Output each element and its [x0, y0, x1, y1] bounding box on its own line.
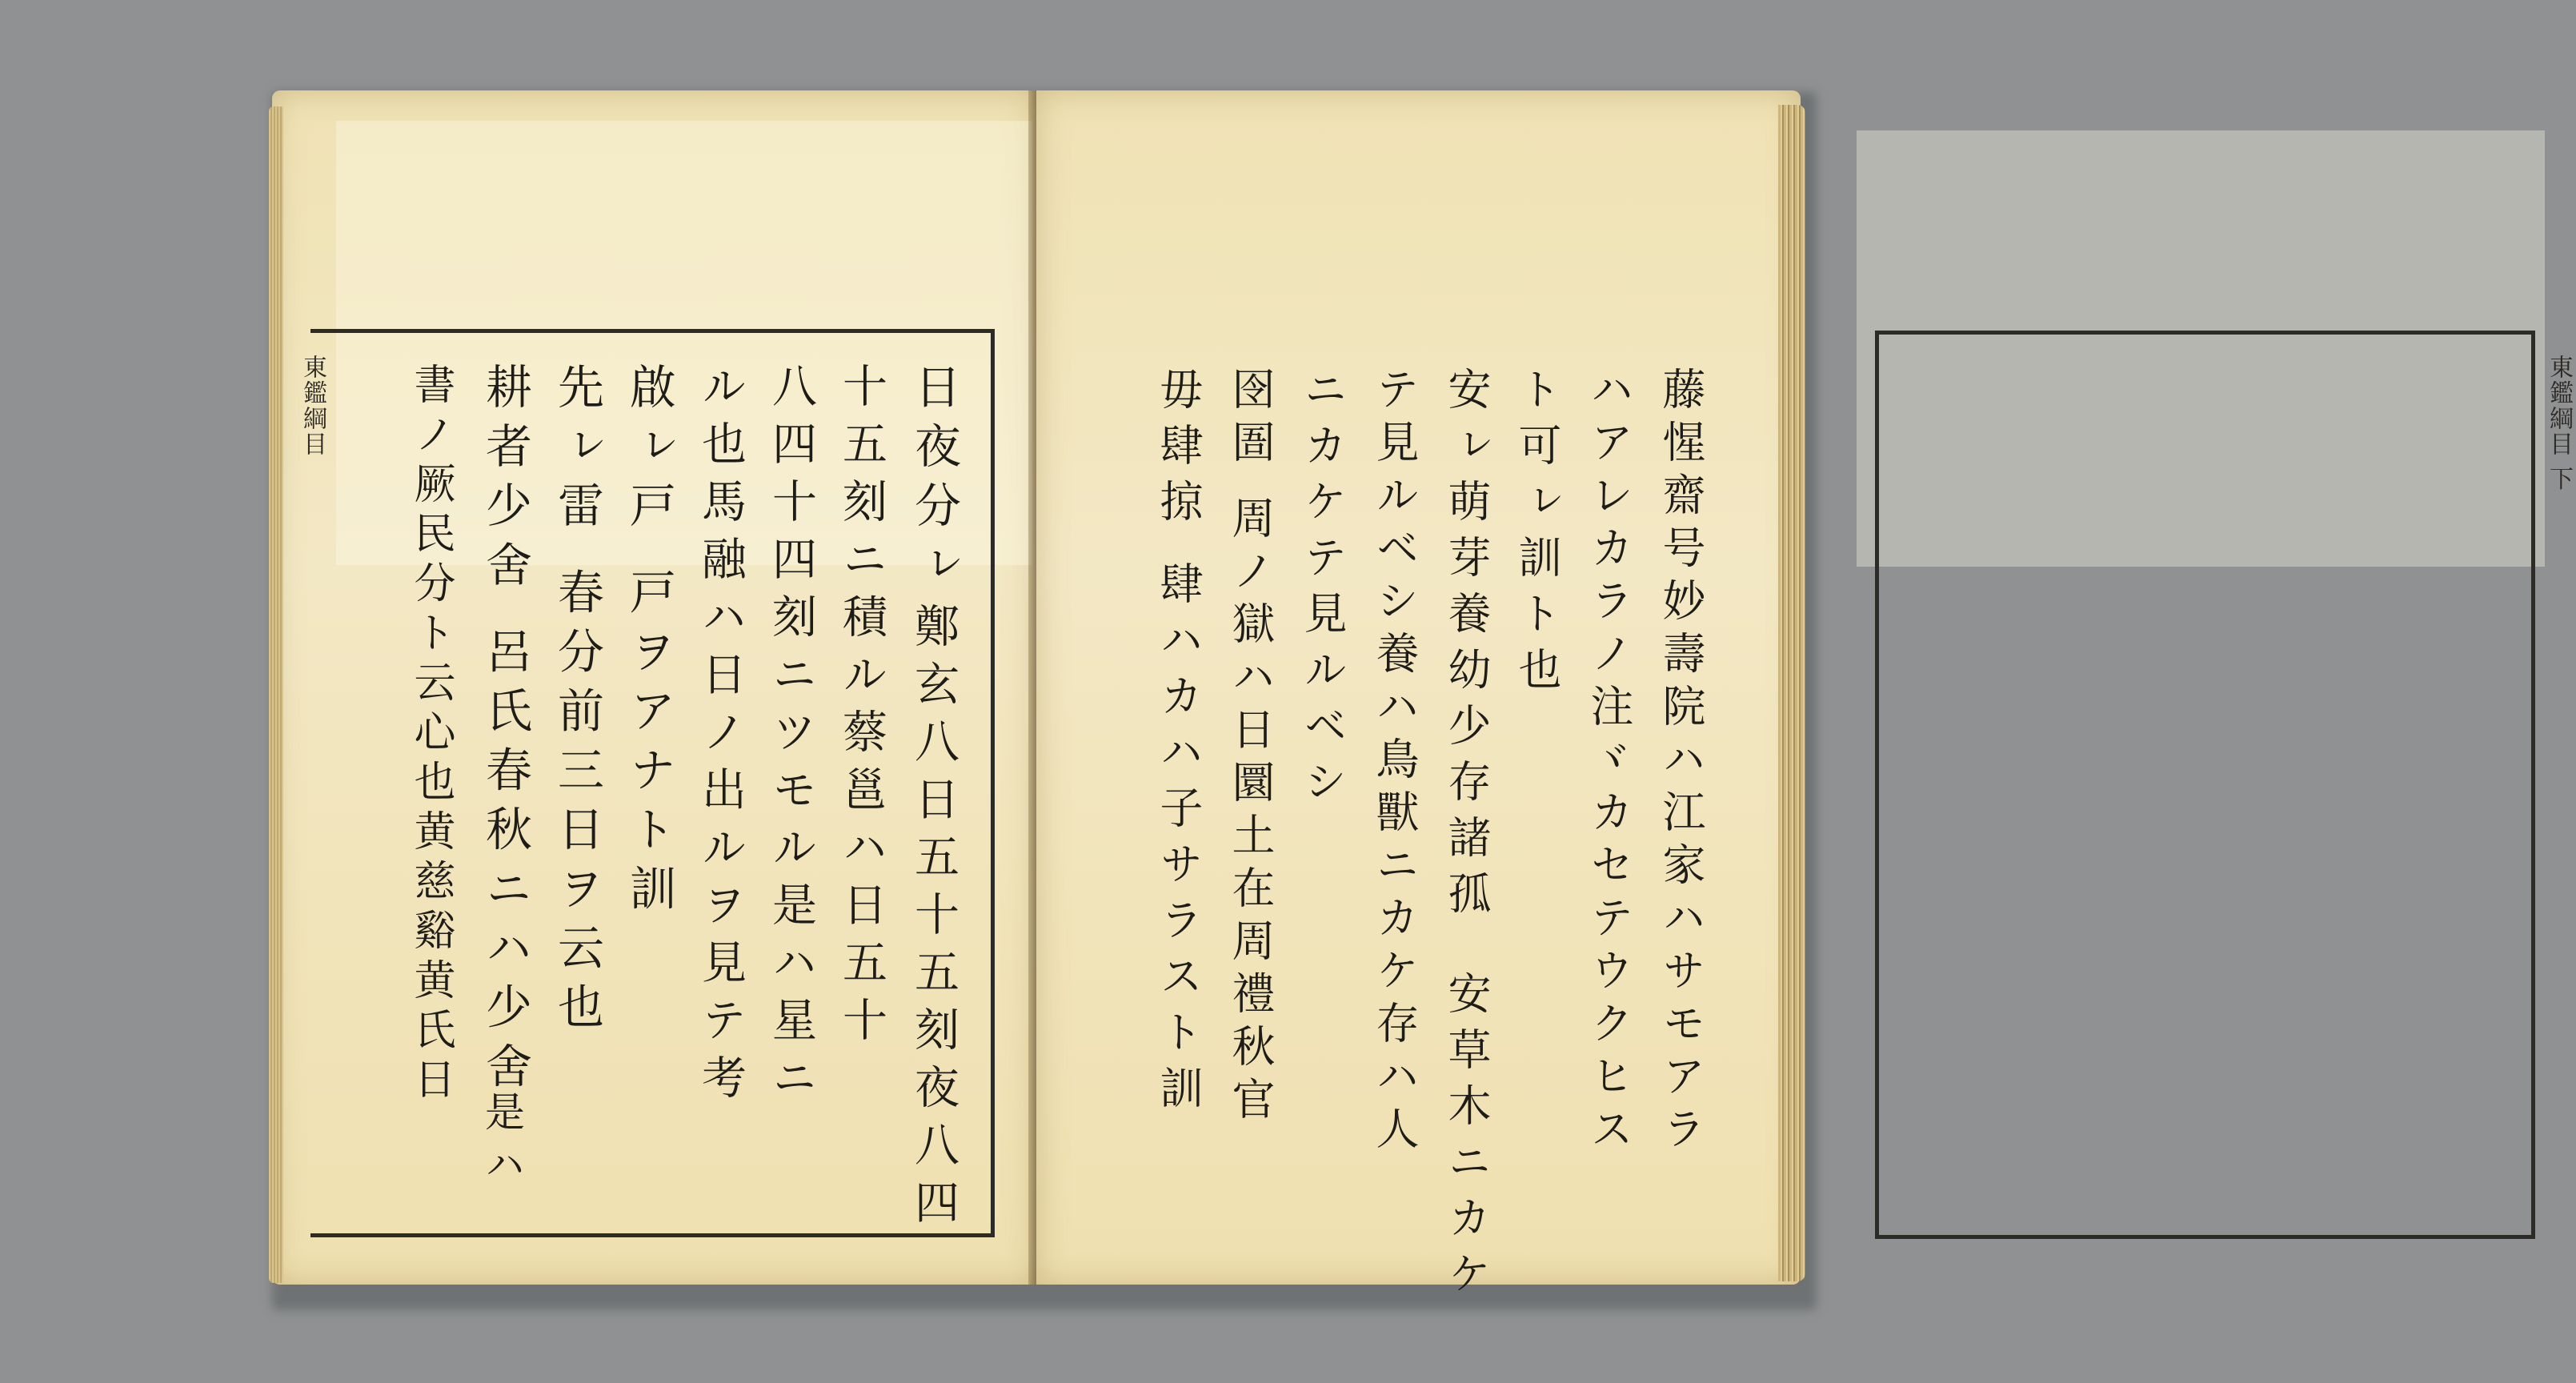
left-column-7: 耕者少舍 呂氏春秋ニハ少舍: [478, 363, 532, 1101]
left-column-6: 先ㇾ雷 春分前三日ヲ云也: [550, 363, 604, 1042]
left-column-3: 八四十四刻ニツモル是ハ星ニ: [765, 363, 817, 1112]
right-column-4-extra: 安草木ニカケ: [1441, 971, 1492, 1307]
right-text-frame: [1875, 331, 2535, 1239]
right-column-2: ハアレカラノ注ヾカセテウクヒス: [1584, 367, 1634, 1159]
left-column-7-extra: 是ハ: [479, 1091, 525, 1197]
left-column-2: 十五刻ニ積ル蔡邕ハ日五十: [835, 363, 887, 1054]
right-column-4: 安ㇾ萌芽養幼少存諸孤: [1441, 367, 1492, 927]
left-column-4: ル也馬融ハ日ノ出ルヲ見テ考: [695, 363, 747, 1112]
right-page-edge: [1778, 105, 1805, 1281]
left-column-8: 書ノ厥民分ト云心也黄慈谿黄氏日: [407, 363, 455, 1107]
open-book: [264, 84, 2573, 1307]
right-page: [1036, 90, 2573, 1307]
right-column-3: ト可ㇾ訓ト也: [1512, 367, 1562, 703]
left-column-1-extra: 鄭玄八日五十五刻夜八四: [907, 603, 959, 1237]
left-page: [272, 90, 1036, 1285]
left-column-1: 日夜分ㇾ: [907, 363, 961, 599]
left-page-edge: [269, 106, 283, 1283]
right-column-5: テ見ルベシ養ハ鳥獸ニカケ存ハ人: [1369, 367, 1420, 1159]
right-column-8: 毋肆掠 肆ハカハ子サラスト訓: [1153, 367, 1204, 1122]
right-column-7: 囹圄 周ノ獄ハ日圜土在周禮秋官: [1225, 367, 1276, 1130]
right-column-1: 藤惺齋号妙壽院ハ江家ハサモアラ: [1656, 367, 1706, 1159]
left-margin-label: 東鑑綱目: [298, 355, 327, 457]
right-margin-label: 東鑑綱目 下: [2545, 355, 2573, 492]
left-column-5: 啟ㇾ戸 戸ヲアナト訓: [622, 363, 676, 924]
right-column-6: ニカケテ見ルベシ: [1297, 367, 1348, 815]
